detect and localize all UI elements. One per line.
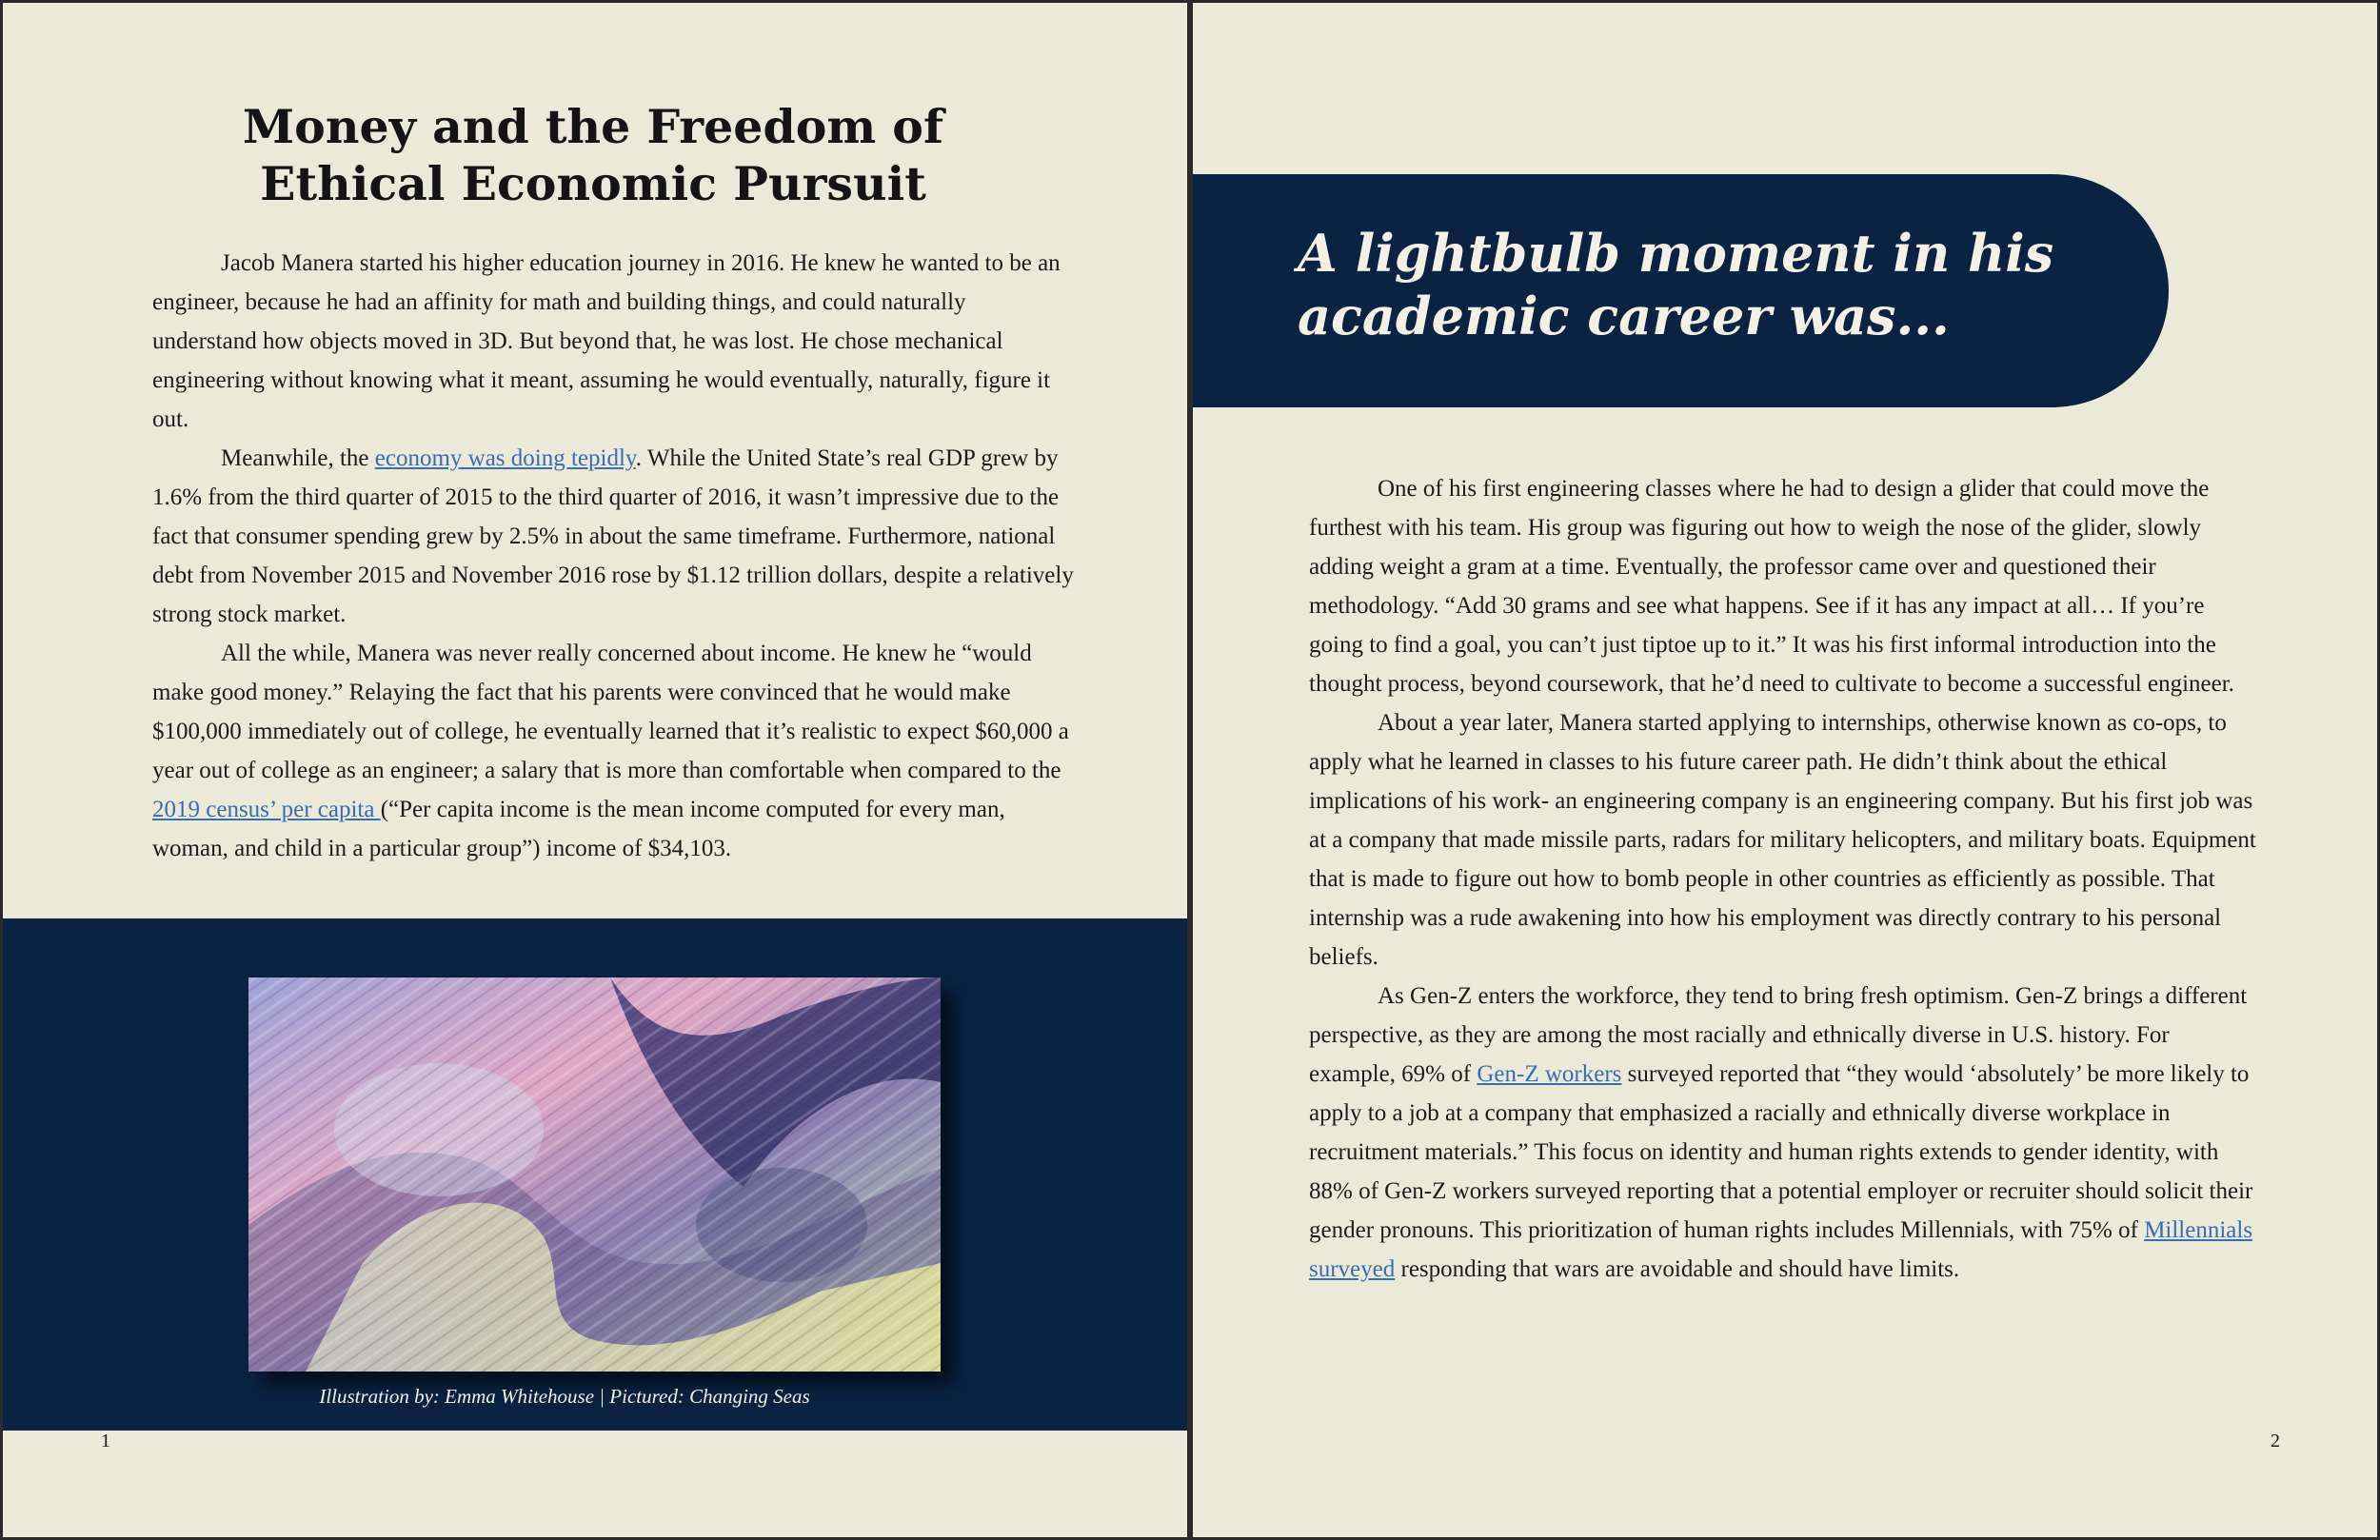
- paragraph: [152, 634, 1076, 868]
- gen-z-workers-link[interactable]: Gen-Z workers: [1477, 1061, 1622, 1087]
- paragraph: [1309, 977, 2261, 1289]
- article-title: Money and the Freedom of Ethical Economic Pursuit: [242, 99, 944, 211]
- millennials-surveyed-link[interactable]: Millennials surveyed: [1309, 1217, 2253, 1282]
- left-body-text: [152, 244, 1076, 868]
- paragraph-text: (“Per capita income is the mean income computed for every man, woman, and child in a particular group”) income of $34,103.: [152, 797, 1005, 861]
- page-number: 2: [2271, 1431, 2280, 1451]
- pull-quote-text: A lightbulb moment in his academic career was...: [1298, 223, 2054, 346]
- paragraph-text: . While the United State’s real GDP grew by 1.6% from the third quarter of 2015 to the third quarter of 2016, it wasn’t impressive due to the fact that consumer spending grew by 2.5% in about the same timeframe. Furthermore, national debt from November 2015 and November 2016 rose by $1.12 trillion dollars, despite a relatively strong stock market.: [152, 445, 1074, 627]
- paragraph-text: As Gen-Z enters the workforce, they tend to bring fresh optimism. Gen-Z brings a different perspective, as they are among the most racially and ethnically diverse in U.S. history. For example, 69% of: [1309, 983, 2248, 1087]
- right-body-text: [1309, 469, 2261, 1289]
- paragraph-text: Meanwhile, the: [221, 445, 375, 471]
- economy-link[interactable]: economy was doing tepidly: [374, 445, 636, 471]
- paragraph: About a year later, Manera started applying to internships, otherwise known as co-ops, to apply what he learned in classes to his future career path. He didn’t think about the ethical implications of his work- an engineering company is an engineering company. But his first job was at a company that made missile parts, radars for military helicopters, and military boats. Equipment that is made to figure out how to bomb people in other countries as efficiently as possible. That internship was a rude awakening into how his employment was directly contrary to his personal beliefs.: [1309, 710, 2256, 970]
- pull-quote-banner: [1193, 174, 2169, 407]
- illustration-caption: Illustration by: Emma Whitehouse | Pictured: Changing Seas: [319, 1385, 810, 1408]
- page-number: 1: [101, 1431, 110, 1451]
- illustration-image: [248, 977, 941, 1372]
- paragraph-text: All the while, Manera was never really concerned about income. He knew he “would make good money.” Relaying the fact that his parents were convinced that he would make $100,000 immediately out of college, he eventually learned that it’s realistic to expect $60,000 a year out of college as an engineer; a salary that is more than comfortable when compared to the: [152, 641, 1069, 783]
- census-link[interactable]: 2019 census’ per capita: [152, 797, 381, 822]
- paragraph-text: surveyed reported that “they would ‘absolutely’ be more likely to apply to a job at a company that emphasized a racially and ethnically diverse workplace in recruitment materials.” This focus on identity and human rights extends to gender identity, with 88% of Gen-Z workers surveyed reporting that a potential employer or recruiter should solicit their gender pronouns. This prioritization of human rights includes Millennials, with 75% of: [1309, 1061, 2253, 1243]
- changing-seas-illustration: [248, 977, 941, 1372]
- paragraph: One of his first engineering classes where he had to design a glider that could move the furthest with his team. His group was figuring out how to weigh the nose of the glider, slowly adding weight a gram at a time. Eventually, the professor came over and questioned their methodology. “Add 30 grams and see what happens. See if it has any impact at all… If you’re going to find a goal, you can’t just tiptoe up to it.” It was his first informal introduction into the thought process, beyond coursework, that he’d need to cultivate to become a successful engineer.: [1309, 476, 2234, 697]
- illustration-band: [3, 918, 1190, 1431]
- paragraph-text: responding that wars are avoidable and should have limits.: [1395, 1256, 1960, 1282]
- page-right: [1190, 0, 2380, 1540]
- paragraph: [152, 439, 1076, 634]
- paragraph: Jacob Manera started his higher education journey in 2016. He knew he wanted to be an engineer, because he had an affinity for math and building things, and could naturally understand how objects moved in 3D. But beyond that, he was lost. He chose mechanical engineering without knowing what it meant, assuming he would eventually, naturally, figure it out.: [152, 250, 1061, 432]
